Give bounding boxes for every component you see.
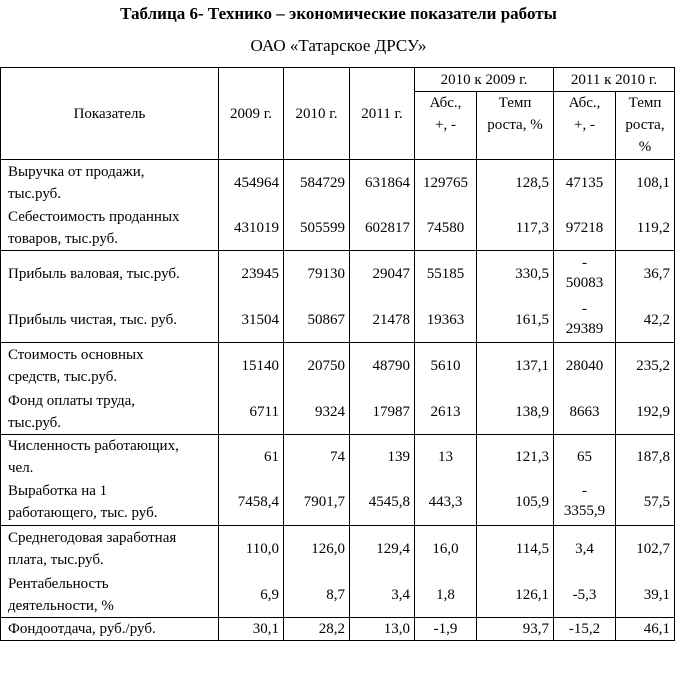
growth-rate-2011: 102,7	[616, 526, 675, 573]
header-rate-2: Темп роста, %	[616, 92, 675, 160]
growth-rate-2011: 36,7	[616, 251, 675, 298]
value-2010: 7901,7	[284, 480, 350, 526]
growth-rate-2010: 93,7	[477, 617, 554, 640]
growth-rate-2011: 187,8	[616, 435, 675, 480]
row-label: Рентабельность деятельности, %	[1, 573, 219, 618]
value-2010: 9324	[284, 390, 350, 435]
value-2009: 7458,4	[219, 480, 284, 526]
table-row	[1, 251, 675, 298]
row-label: Прибыль чистая, тыс. руб.	[1, 298, 219, 343]
table-row	[1, 390, 675, 435]
abs-change-2010: 2613	[415, 390, 477, 435]
row-label: Прибыль валовая, тыс.руб.	[1, 251, 219, 298]
header-indicator: Показатель	[1, 68, 219, 160]
header-2010: 2010 г.	[284, 68, 350, 160]
value-2011: 129,4	[350, 526, 415, 573]
abs-change-2011: - 3355,9	[554, 480, 616, 526]
value-2011: 139	[350, 435, 415, 480]
row-label: Выручка от продажи, тыс.руб.	[1, 160, 219, 206]
value-2011: 17987	[350, 390, 415, 435]
growth-rate-2011: 235,2	[616, 343, 675, 390]
value-2009: 30,1	[219, 617, 284, 640]
value-2010: 505599	[284, 206, 350, 251]
abs-change-2010: 19363	[415, 298, 477, 343]
growth-rate-2011: 42,2	[616, 298, 675, 343]
growth-rate-2010: 126,1	[477, 573, 554, 618]
row-label: Среднегодовая заработная плата, тыс.руб.	[1, 526, 219, 573]
value-2010: 28,2	[284, 617, 350, 640]
value-2009: 23945	[219, 251, 284, 298]
value-2009: 110,0	[219, 526, 284, 573]
abs-change-2010: 16,0	[415, 526, 477, 573]
value-2009: 431019	[219, 206, 284, 251]
growth-rate-2010: 330,5	[477, 251, 554, 298]
abs-change-2011: 47135	[554, 160, 616, 206]
growth-rate-2010: 161,5	[477, 298, 554, 343]
value-2009: 454964	[219, 160, 284, 206]
header-group-2010-vs-2009: 2010 к 2009 г.	[415, 68, 554, 92]
abs-change-2010: 5610	[415, 343, 477, 390]
row-label: Стоимость основных средств, тыс.руб.	[1, 343, 219, 390]
value-2009: 15140	[219, 343, 284, 390]
value-2011: 631864	[350, 160, 415, 206]
value-2011: 13,0	[350, 617, 415, 640]
row-label: Себестоимость проданных товаров, тыс.руб.	[1, 206, 219, 251]
abs-change-2011: 28040	[554, 343, 616, 390]
abs-change-2011: 8663	[554, 390, 616, 435]
value-2011: 48790	[350, 343, 415, 390]
header-abs-1: Абс., +, -	[415, 92, 477, 160]
abs-change-2010: 55185	[415, 251, 477, 298]
growth-rate-2011: 119,2	[616, 206, 675, 251]
growth-rate-2010: 105,9	[477, 480, 554, 526]
table-row	[1, 617, 675, 640]
value-2011: 21478	[350, 298, 415, 343]
abs-change-2010: 1,8	[415, 573, 477, 618]
abs-change-2011: -15,2	[554, 617, 616, 640]
abs-change-2011: 3,4	[554, 526, 616, 573]
table-row	[1, 480, 675, 526]
value-2011: 4545,8	[350, 480, 415, 526]
table-body	[1, 160, 675, 641]
abs-change-2011: - 50083	[554, 251, 616, 298]
table-row	[1, 435, 675, 480]
value-2009: 6,9	[219, 573, 284, 618]
abs-change-2011: -5,3	[554, 573, 616, 618]
value-2010: 8,7	[284, 573, 350, 618]
growth-rate-2010: 121,3	[477, 435, 554, 480]
header-2011: 2011 г.	[350, 68, 415, 160]
abs-change-2011: 65	[554, 435, 616, 480]
header-group-2011-vs-2010: 2011 к 2010 г.	[554, 68, 675, 92]
value-2009: 6711	[219, 390, 284, 435]
abs-change-2011: 97218	[554, 206, 616, 251]
table-title: Таблица 6- Технико – экономические показатели работы	[120, 4, 557, 23]
table-row	[1, 343, 675, 390]
growth-rate-2010: 138,9	[477, 390, 554, 435]
table-row	[1, 573, 675, 618]
table-row	[1, 206, 675, 251]
abs-change-2010: 129765	[415, 160, 477, 206]
value-2010: 50867	[284, 298, 350, 343]
table-row	[1, 160, 675, 206]
value-2010: 126,0	[284, 526, 350, 573]
row-label: Выработка на 1 работающего, тыс. руб.	[1, 480, 219, 526]
row-label: Фонд оплаты труда, тыс.руб.	[1, 390, 219, 435]
value-2010: 20750	[284, 343, 350, 390]
header-rate-1: Темп роста, %	[477, 92, 554, 160]
value-2010: 74	[284, 435, 350, 480]
growth-rate-2011: 46,1	[616, 617, 675, 640]
abs-change-2010: 443,3	[415, 480, 477, 526]
abs-change-2011: - 29389	[554, 298, 616, 343]
table-subtitle: ОАО «Татарское ДРСУ»	[250, 36, 427, 55]
growth-rate-2010: 117,3	[477, 206, 554, 251]
growth-rate-2011: 39,1	[616, 573, 675, 618]
growth-rate-2010: 114,5	[477, 526, 554, 573]
value-2011: 602817	[350, 206, 415, 251]
value-2009: 31504	[219, 298, 284, 343]
value-2011: 3,4	[350, 573, 415, 618]
table-row	[1, 526, 675, 573]
value-2010: 79130	[284, 251, 350, 298]
value-2009: 61	[219, 435, 284, 480]
growth-rate-2011: 192,9	[616, 390, 675, 435]
abs-change-2010: 13	[415, 435, 477, 480]
header-2009: 2009 г.	[219, 68, 284, 160]
value-2010: 584729	[284, 160, 350, 206]
abs-change-2010: -1,9	[415, 617, 477, 640]
header-abs-2: Абс., +, -	[554, 92, 616, 160]
growth-rate-2010: 128,5	[477, 160, 554, 206]
indicators-table	[0, 67, 675, 641]
abs-change-2010: 74580	[415, 206, 477, 251]
table-row	[1, 298, 675, 343]
value-2011: 29047	[350, 251, 415, 298]
growth-rate-2011: 57,5	[616, 480, 675, 526]
row-label: Фондоотдача, руб./руб.	[1, 617, 219, 640]
row-label: Численность работающих, чел.	[1, 435, 219, 480]
growth-rate-2010: 137,1	[477, 343, 554, 390]
growth-rate-2011: 108,1	[616, 160, 675, 206]
